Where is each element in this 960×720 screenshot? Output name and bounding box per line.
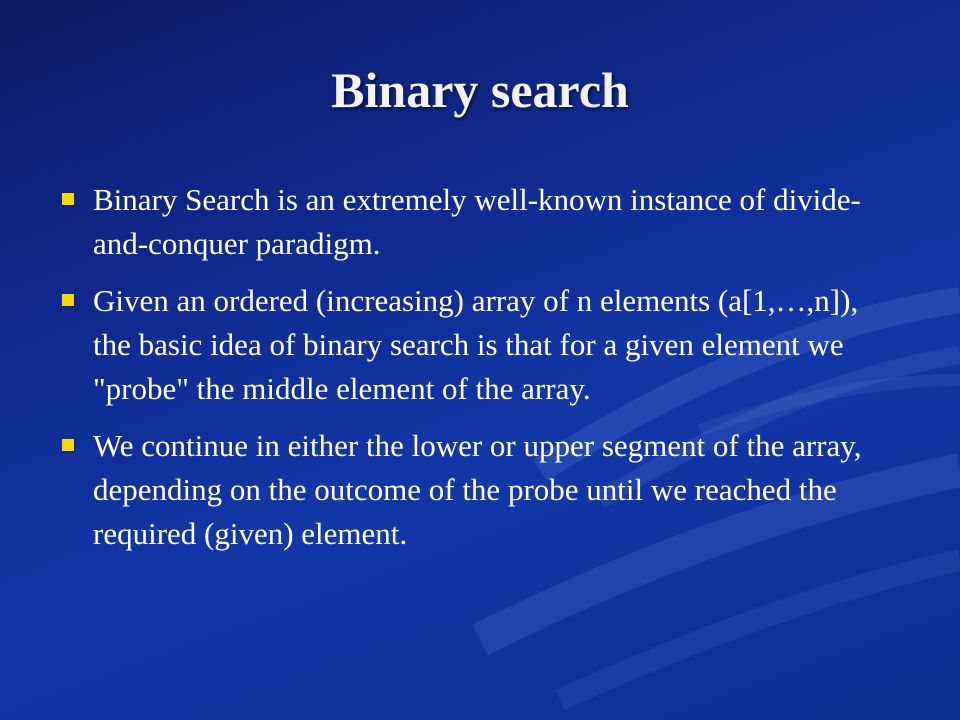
bullet-item [60, 279, 900, 411]
yellow-square-bullet-icon [62, 294, 74, 306]
yellow-square-bullet-icon [62, 193, 74, 205]
yellow-square-bullet-icon [62, 439, 74, 451]
bullet-item [60, 424, 900, 556]
bullet-text: Given an ordered (increasing) array of n elements (a[1,…,n]), the basic idea of binary search is that for a given element we "probe" the middle element of the array. [93, 283, 859, 406]
bullet-text: Binary Search is an extremely well-known instance of divide-and-conquer paradigm. [93, 182, 861, 261]
slide-title: Binary search [331, 62, 629, 118]
bullet-list [60, 178, 900, 569]
bullet-item [60, 178, 900, 266]
bullet-text: We continue in either the lower or upper segment of the array, depending on the outcome of the probe until we reached the required (given) element. [93, 428, 862, 551]
